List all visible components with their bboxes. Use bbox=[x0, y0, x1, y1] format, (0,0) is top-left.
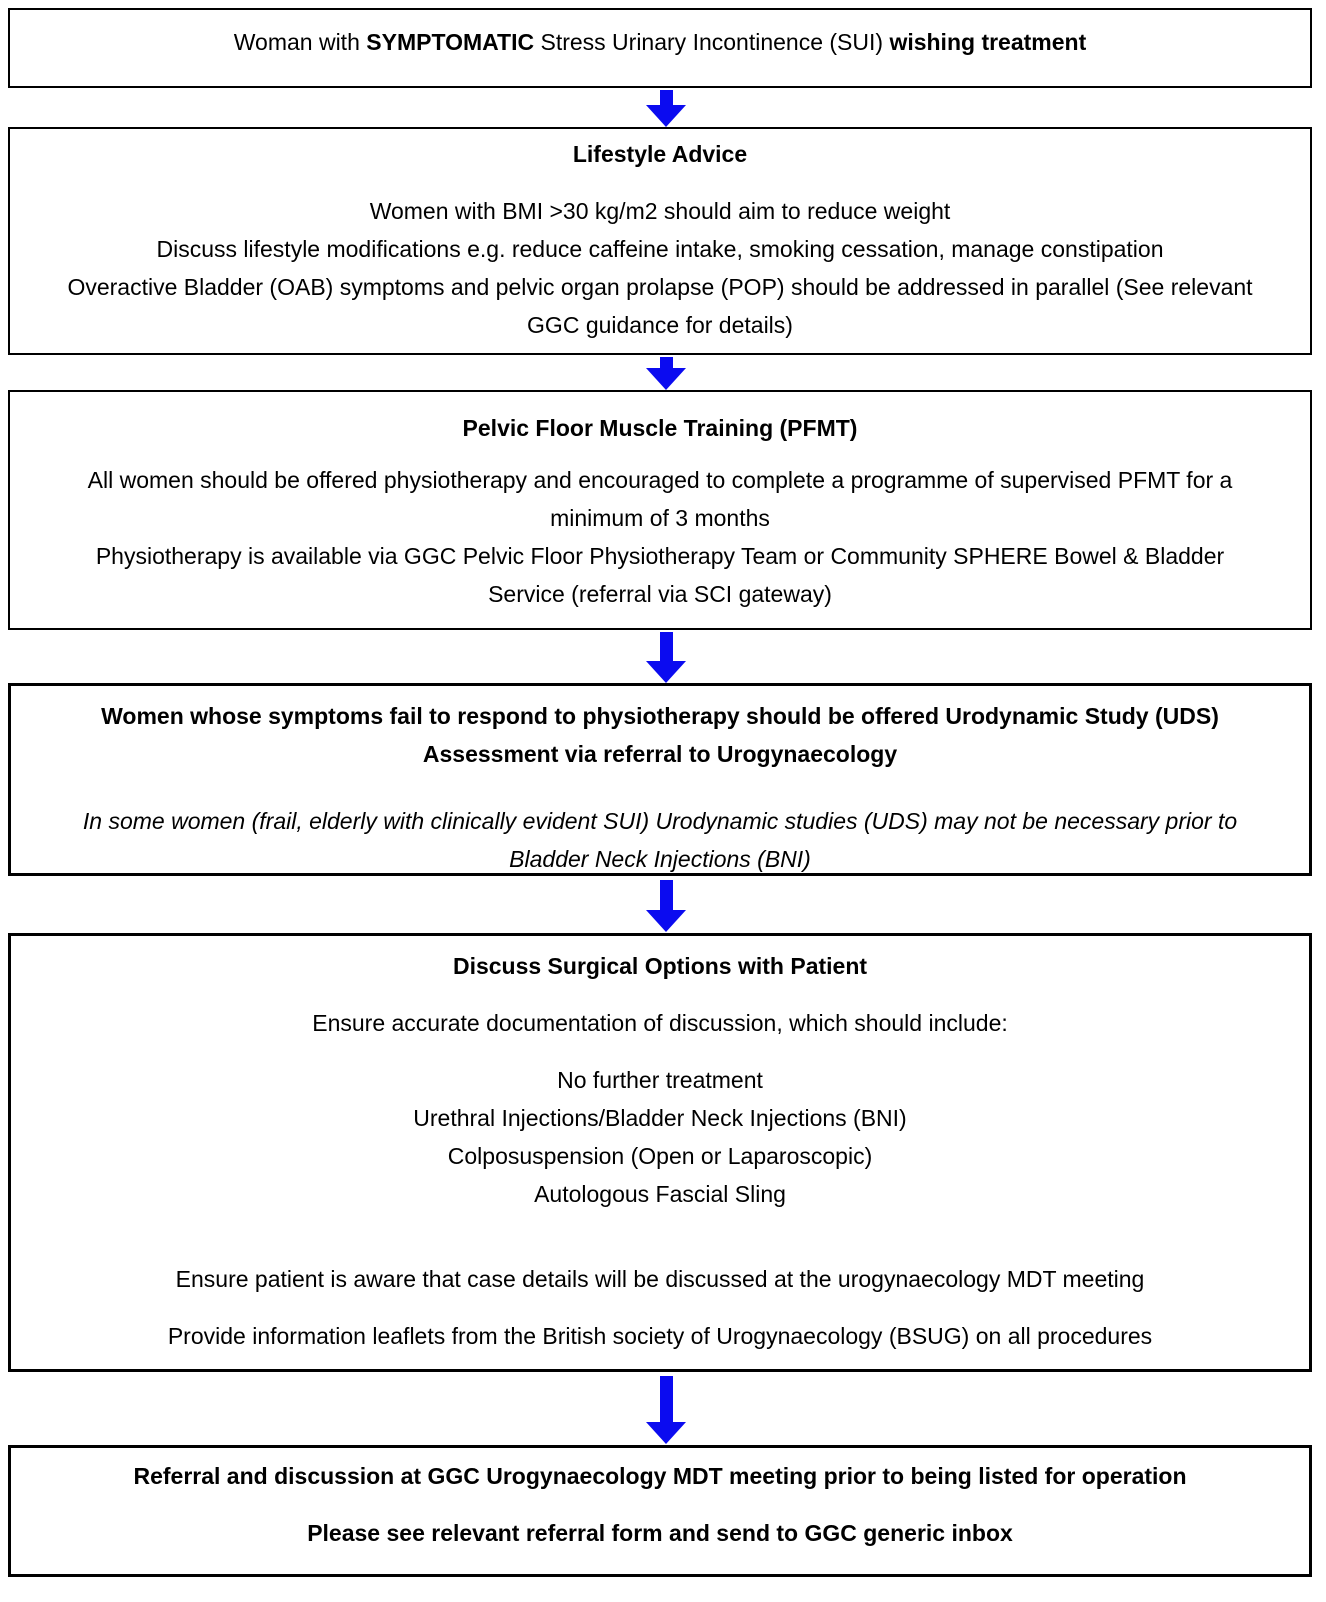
arrow-down-icon bbox=[646, 910, 686, 932]
arrow-shaft bbox=[660, 357, 673, 368]
flow-arrow-4 bbox=[3, 880, 1326, 932]
pfmt-body bbox=[55, 461, 1265, 613]
referral-mdt-line: Referral and discussion at GGC Urogynaecology MDT meeting prior to being listed for operation bbox=[133, 1463, 1187, 1489]
option-colposuspension: Colposuspension (Open or Laparoscopic) bbox=[447, 1143, 873, 1169]
start-text-normal-1: Woman with bbox=[233, 29, 367, 55]
uds-italic-note: In some women (frail, elderly with clinically evident SUI) Urodynamic studies (UDS) may not be necessary prior to Bladder Neck Injections (BNI) bbox=[82, 808, 1238, 872]
surgical-leaflet-note: Provide information leaflets from the British society of Urogynaecology (BSUG) on all procedures bbox=[167, 1323, 1153, 1349]
box-surgical-options bbox=[8, 933, 1312, 1372]
lifestyle-line-modifications: Discuss lifestyle modifications e.g. reduce caffeine intake, smoking cessation, manage constipation bbox=[156, 236, 1164, 262]
box-pfmt bbox=[8, 390, 1312, 630]
uds-bold-statement: Women whose symptoms fail to respond to physiotherapy should be offered Urodynamic Study (UDS) Assessment via referral to Urogynaecology bbox=[101, 703, 1219, 767]
box-symptomatic-sui bbox=[8, 8, 1312, 88]
lifestyle-line-bmi: Women with BMI >30 kg/m2 should aim to reduce weight bbox=[369, 198, 951, 224]
start-text-bold-symptomatic: SYMPTOMATIC bbox=[366, 29, 535, 55]
start-text-bold-wishing-treatment: wishing treatment bbox=[889, 29, 1087, 55]
option-no-further-treatment: No further treatment bbox=[557, 1067, 763, 1093]
arrow-down-icon bbox=[646, 105, 686, 127]
surgical-options-intro: Ensure accurate documentation of discussion, which should include: bbox=[312, 1010, 1008, 1036]
lifestyle-advice-title: Lifestyle Advice bbox=[572, 141, 748, 167]
box-lifestyle-advice bbox=[8, 127, 1312, 355]
arrow-down-icon bbox=[646, 1422, 686, 1444]
arrow-down-icon bbox=[646, 661, 686, 683]
start-text-normal-2: Stress Urinary Incontinence (SUI) bbox=[534, 29, 890, 55]
box-symptomatic-sui-text bbox=[10, 23, 1310, 61]
flow-arrow-3 bbox=[3, 632, 1326, 683]
option-autologous-fascial-sling: Autologous Fascial Sling bbox=[534, 1181, 786, 1207]
arrow-shaft bbox=[660, 632, 673, 661]
flow-arrow-2 bbox=[3, 357, 1326, 390]
box-referral-mdt bbox=[8, 1445, 1312, 1577]
box-uds-assessment bbox=[8, 683, 1312, 876]
option-urethral-injections: Urethral Injections/Bladder Neck Injections (BNI) bbox=[413, 1105, 907, 1131]
lifestyle-line-oab-pop: Overactive Bladder (OAB) symptoms and pelvic organ prolapse (POP) should be addressed in parallel (See relevant GGC guidance for details) bbox=[67, 274, 1253, 338]
arrow-down-icon bbox=[646, 368, 686, 390]
surgical-options-title: Discuss Surgical Options with Patient bbox=[452, 953, 868, 979]
pfmt-title: Pelvic Floor Muscle Training (PFMT) bbox=[462, 415, 858, 441]
pfmt-line-availability: Physiotherapy is available via GGC Pelvic Floor Physiotherapy Team or Community SPHERE Bowel & Bladder Service (referral via SCI gateway) bbox=[95, 543, 1225, 607]
referral-inbox-line: Please see relevant referral form and send to GGC generic inbox bbox=[307, 1520, 1013, 1546]
flow-arrow-5 bbox=[3, 1376, 1326, 1444]
lifestyle-advice-body bbox=[55, 192, 1265, 344]
flow-arrow-1 bbox=[3, 90, 1326, 127]
arrow-shaft bbox=[660, 1376, 673, 1422]
surgical-options-list bbox=[56, 1061, 1264, 1213]
arrow-shaft bbox=[660, 90, 673, 105]
pfmt-line-physiotherapy-programme: All women should be offered physiotherapy and encouraged to complete a programme of supervised PFMT for a minimum of 3 months bbox=[87, 467, 1233, 531]
arrow-shaft bbox=[660, 880, 673, 910]
surgical-mdt-note: Ensure patient is aware that case details will be discussed at the urogynaecology MDT meeting bbox=[175, 1266, 1145, 1292]
